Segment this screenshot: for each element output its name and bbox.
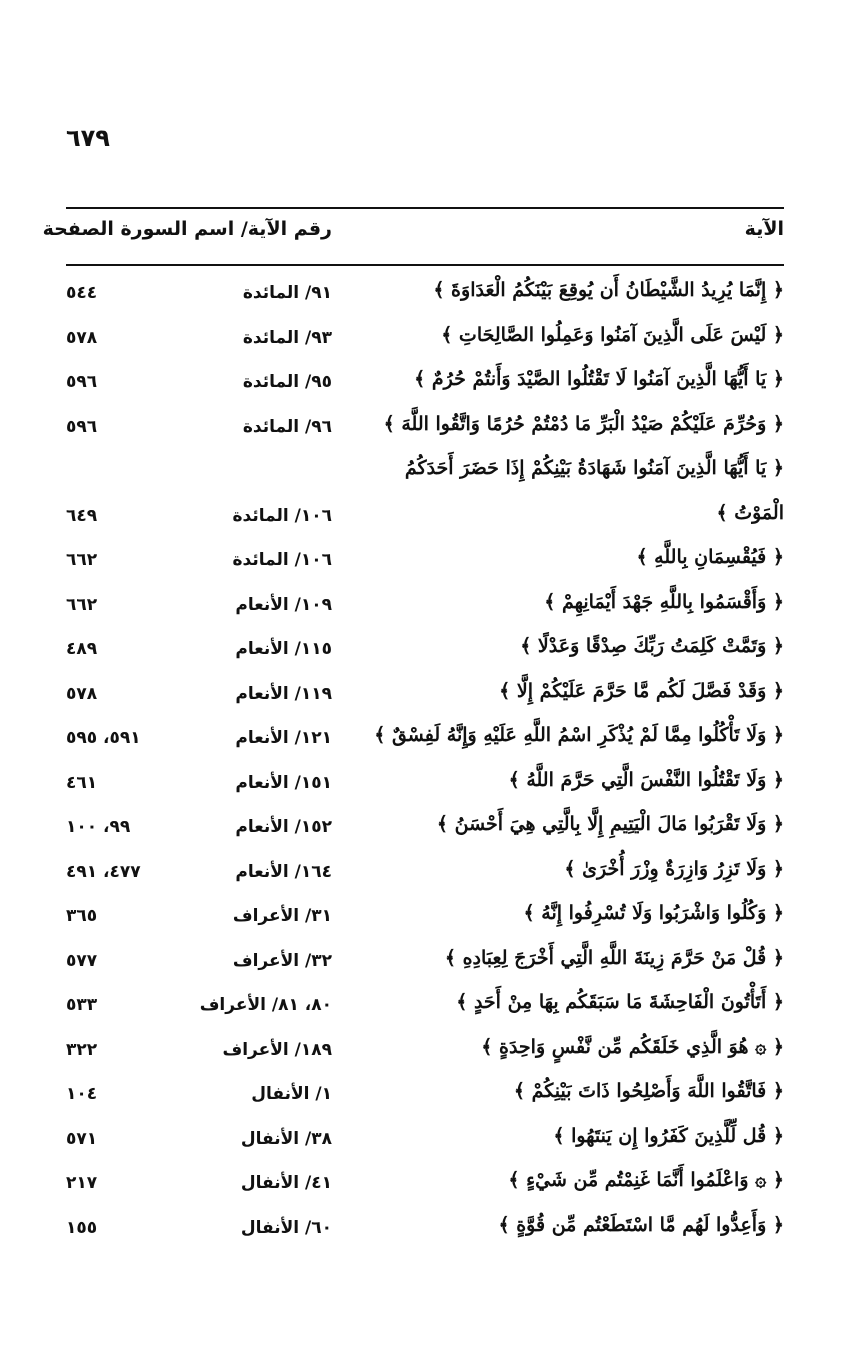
page-references: ٢١٧: [66, 1173, 98, 1193]
aya-text: الْمَوْتُ ﴾: [716, 501, 784, 524]
page-references: ٥٩٦: [66, 416, 98, 437]
aya-text: ﴿ إِنَّمَا يُرِيدُ الشَّيْطَانُ أَن يُوقِعَ بَيْنَكُمُ الْعَدَاوَةَ ﴾: [433, 279, 784, 301]
page-references: ٦٦٢: [66, 550, 98, 570]
aya-reference: ٣٨/ الأنفال: [240, 1128, 332, 1149]
page-references: ٥٧١: [66, 1128, 98, 1149]
table-row: [0, 854, 850, 899]
aya-reference: ١٨٩/ الأعراف: [222, 1039, 332, 1060]
aya-reference: ٦٠/ الأنفال: [240, 1217, 332, 1238]
table-row: [0, 542, 850, 587]
table-row: [0, 1121, 850, 1166]
table-row: [0, 453, 850, 498]
index-table: [0, 275, 850, 1254]
aya-text: ﴿ فَيُقْسِمَانِ بِاللَّهِ ﴾: [636, 546, 784, 568]
page-references: ١٥٥: [66, 1217, 98, 1238]
aya-reference: ١٠٦/ المائدة: [232, 505, 332, 526]
page-references: ٥٧٨: [66, 327, 98, 348]
column-header-reference: رقم الآية/ اسم السورة الصفحة: [42, 218, 332, 240]
table-row: [0, 587, 850, 632]
page-references: ٩٩، ١٠٠: [66, 817, 131, 837]
aya-text: ﴿ وَلَا تَأْكُلُوا مِمَّا لَمْ يُذْكَرِ اسْمُ اللَّهِ عَلَيْهِ وَإِنَّهُ لَفِسْقٌ ﴾: [374, 724, 784, 746]
aya-reference: ١٥٢/ الأنعام: [235, 817, 332, 837]
page-references: ٤٦١: [66, 772, 98, 793]
aya-text: ﴿ وَأَقْسَمُوا بِاللَّهِ جَهْدَ أَيْمَانِهِمْ ﴾: [544, 590, 784, 613]
aya-text: ﴿ قُل لِّلَّذِينَ كَفَرُوا إِن يَنتَهُوا ﴾: [553, 1124, 784, 1147]
aya-text: ﴿ ۞ هُوَ الَّذِي خَلَقَكُم مِّن نَّفْسٍ وَاحِدَةٍ ﴾: [481, 1035, 784, 1058]
table-row: [0, 1210, 850, 1255]
table-row: [0, 943, 850, 988]
aya-text: ﴿ وَلَا تَقْتُلُوا النَّفْسَ الَّتِي حَرَّمَ اللَّهُ ﴾: [508, 768, 784, 791]
aya-reference: ٩٥/ المائدة: [242, 372, 332, 392]
aya-text: ﴿ وَقَدْ فَصَّلَ لَكُم مَّا حَرَّمَ عَلَيْكُمْ إِلَّا ﴾: [499, 679, 784, 702]
column-header-aya: الآية: [744, 218, 784, 240]
aya-reference: ١٥١/ الأنعام: [235, 772, 332, 793]
aya-text: ﴿ وَحُرِّمَ عَلَيْكُمْ صَيْدُ الْبَرِّ مَا دُمْتُمْ حُرُمًا وَاتَّقُوا اللَّهَ ﴾: [383, 412, 784, 435]
aya-reference: ١٢١/ الأنعام: [235, 728, 332, 748]
page-references: ٣٢٢: [66, 1039, 98, 1060]
header-top-rule: [66, 207, 784, 209]
table-row: [0, 765, 850, 810]
page-number: ٦٧٩: [66, 124, 110, 152]
aya-reference: ٨٠، ٨١/ الأعراف: [199, 995, 332, 1015]
page-references: ١٠٤: [66, 1084, 98, 1104]
aya-reference: ٩٣/ المائدة: [242, 327, 332, 348]
aya-text: ﴿ أَتَأْتُونَ الْفَاحِشَةَ مَا سَبَقَكُم بِهَا مِنْ أَحَدٍ ﴾: [456, 991, 784, 1013]
aya-reference: ٤١/ الأنفال: [240, 1173, 332, 1193]
aya-reference: ٩٦/ المائدة: [242, 416, 332, 437]
aya-text: ﴿ ۞ وَاعْلَمُوا أَنَّمَا غَنِمْتُم مِّن شَيْءٍ ﴾: [508, 1169, 784, 1191]
page-references: ٥٣٣: [66, 995, 98, 1015]
table-row: [0, 987, 850, 1032]
table-row: [0, 409, 850, 454]
table-row: [0, 275, 850, 320]
page-references: ٣٦٥: [66, 906, 98, 926]
page-references: ٥٤٤: [66, 283, 98, 303]
aya-reference: ١٠٩/ الأنعام: [235, 594, 332, 615]
aya-reference: ١٦٤/ الأنعام: [235, 861, 332, 882]
aya-text: ﴿ فَاتَّقُوا اللَّهَ وَأَصْلِحُوا ذَاتَ بَيْنِكُمْ ﴾: [513, 1080, 784, 1102]
table-row: [0, 720, 850, 765]
aya-reference: ١/ الأنفال: [251, 1084, 332, 1104]
page-references: ٤٧٧، ٤٩١: [66, 861, 141, 882]
page-references: ٦٤٩: [66, 505, 98, 526]
aya-text: ﴿ يَا أَيُّهَا الَّذِينَ آمَنُوا لَا تَقْتُلُوا الصَّيْدَ وَأَنتُمْ حُرُمٌ ﴾: [414, 368, 784, 390]
page-references: ٥٩٦: [66, 372, 98, 392]
page-references: ٥٧٨: [66, 683, 98, 704]
table-row: [0, 631, 850, 676]
table-row: [0, 498, 850, 543]
table-row: [0, 898, 850, 943]
aya-reference: ٩١/ المائدة: [242, 283, 332, 303]
aya-text: ﴿ وَكُلُوا وَاشْرَبُوا وَلَا تُسْرِفُوا إِنَّهُ ﴾: [523, 902, 784, 924]
table-row: [0, 320, 850, 365]
table-row: [0, 1076, 850, 1121]
aya-text: ﴿ وَتَمَّتْ كَلِمَتُ رَبِّكَ صِدْقًا وَعَدْلًا ﴾: [520, 635, 784, 657]
aya-reference: ٣٢/ الأعراف: [232, 950, 332, 971]
aya-reference: ١٠٦/ المائدة: [232, 550, 332, 570]
aya-text: ﴿ يَا أَيُّهَا الَّذِينَ آمَنُوا شَهَادَةُ بَيْنِكُمْ إِذَا حَضَرَ أَحَدَكُمُ: [404, 457, 784, 479]
page-references: ٦٦٢: [66, 594, 98, 615]
table-row: [0, 809, 850, 854]
page-references: ٤٨٩: [66, 639, 98, 659]
aya-text: ﴿ وَأَعِدُّوا لَهُم مَّا اسْتَطَعْتُم مِّن قُوَّةٍ ﴾: [498, 1213, 784, 1236]
table-row: [0, 1165, 850, 1210]
table-row: [0, 676, 850, 721]
page-references: ٥٩١، ٥٩٥: [66, 728, 141, 748]
table-row: [0, 364, 850, 409]
table-row: [0, 1032, 850, 1077]
aya-reference: ٣١/ الأعراف: [232, 906, 332, 926]
aya-text: ﴿ وَلَا تَزِرُ وَازِرَةٌ وِزْرَ أُخْرَىٰ ﴾: [564, 857, 784, 880]
header-bottom-rule: [66, 264, 784, 266]
aya-text: ﴿ لَيْسَ عَلَى الَّذِينَ آمَنُوا وَعَمِلُوا الصَّالِحَاتِ ﴾: [441, 323, 784, 346]
aya-reference: ١١٥/ الأنعام: [235, 639, 332, 659]
aya-reference: ١١٩/ الأنعام: [235, 683, 332, 704]
page-references: ٥٧٧: [66, 950, 98, 971]
aya-text: ﴿ قُلْ مَنْ حَرَّمَ زِينَةَ اللَّهِ الَّتِي أَخْرَجَ لِعِبَادِهِ ﴾: [444, 946, 784, 969]
aya-text: ﴿ وَلَا تَقْرَبُوا مَالَ الْيَتِيمِ إِلَّا بِالَّتِي هِيَ أَحْسَنُ ﴾: [436, 813, 784, 835]
